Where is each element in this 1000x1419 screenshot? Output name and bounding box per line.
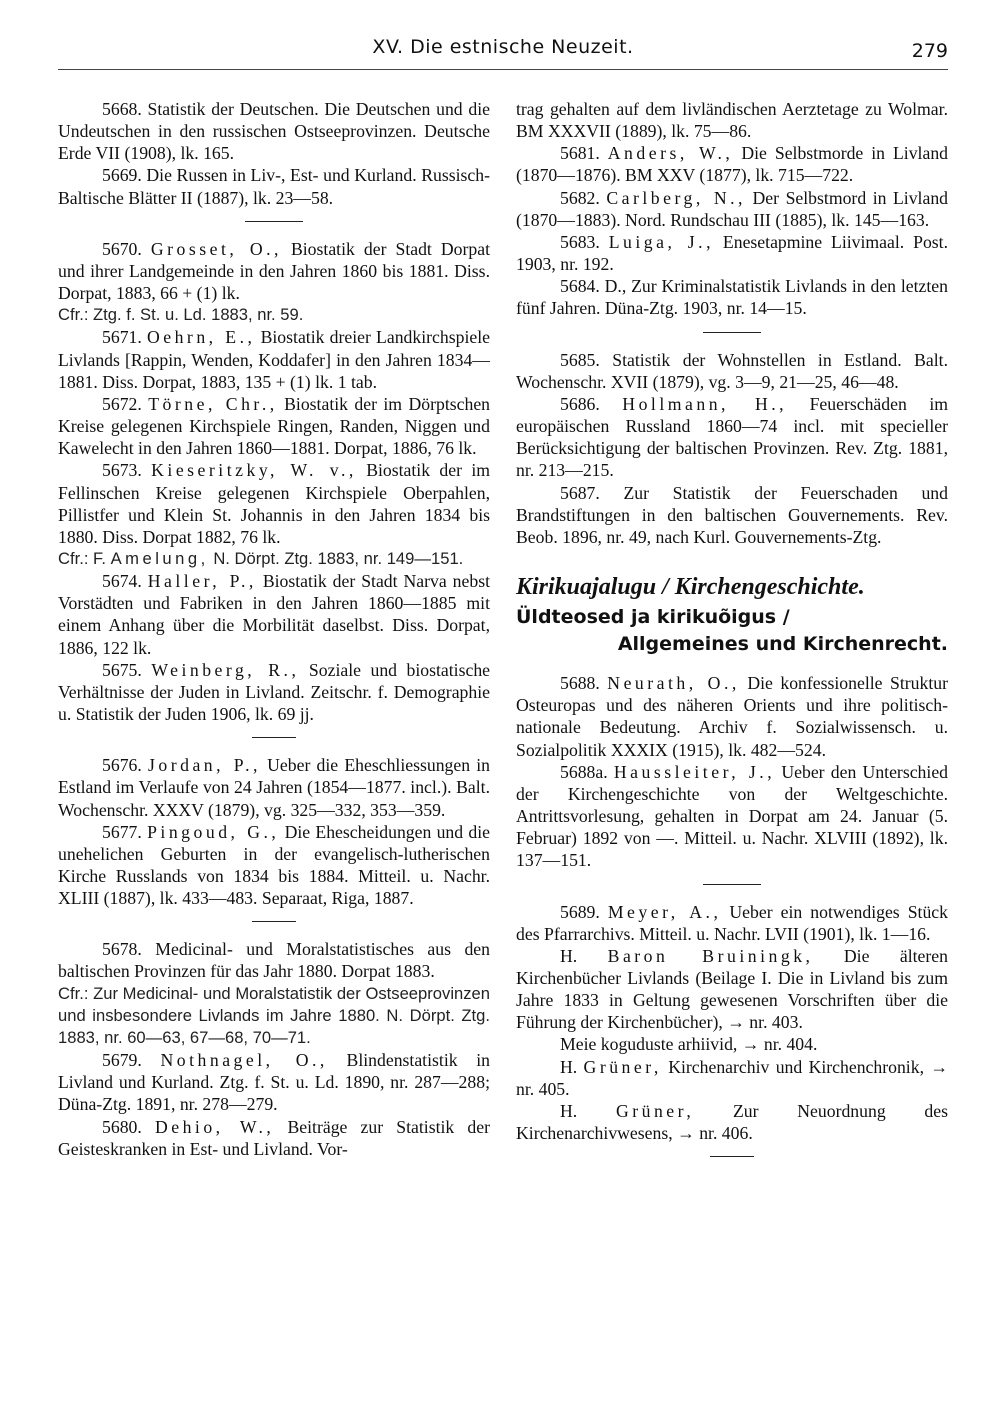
entry-5683: [516, 231, 948, 275]
separator-rule: [703, 884, 761, 885]
cfr-note: Cfr.: Ztg. f. St. u. Ld. 1883, nr. 59.: [58, 305, 304, 325]
author-name: Törne, Chr.,: [148, 393, 278, 414]
separator-rule: [252, 737, 296, 738]
entry-5681: [516, 142, 948, 186]
entry-5689-ref-gruner-1: H. Grüner, Kirchenarchiv und Kirchenchronik, → nr. 405.: [516, 1056, 949, 1099]
entry-5679: [58, 1049, 490, 1115]
entry-5689-ref-arhiivid: Meie koguduste arhiivid, → nr. 404.: [560, 1034, 818, 1055]
author-name: Haller, P.,: [147, 571, 257, 592]
entry-5674: [58, 570, 490, 659]
author-name: Grüner,: [615, 1100, 695, 1121]
entry-text: Blindenstatistik in Livland und Kurland. Ztg. f. St. u. Ld. 1890, nr. 287—288; Düna-Ztg. 1891, nr. 278—279.: [58, 1050, 490, 1115]
author-name: Oehrn, E.,: [146, 327, 256, 348]
entry-text: Kirchenarchiv und Kirchenchronik, → nr. 405.: [516, 1056, 949, 1099]
entry-number: 5670.: [102, 238, 142, 259]
entry-5689: [516, 901, 948, 945]
entry-number: 5671.: [102, 327, 142, 348]
entry-5682: [516, 187, 948, 231]
entry-5684: 5684. D., Zur Kriminalstatistik Livlands in den letzten fünf Jahren. Düna-Ztg. 1903, nr. 14—15.: [516, 276, 948, 319]
separator-rule: [252, 921, 296, 922]
entry-5675: [58, 659, 490, 725]
entry-5687: 5687. Zur Statistik der Feuerschaden und Brandstiftungen in den baltischen Gouvernements. Rev. Beob. 1896, nr. 49, nach Kurl. Gouvernements-Ztg.: [516, 482, 948, 547]
sub-heading-german: Allgemeines und Kirchenrecht.: [617, 633, 948, 656]
entry-text: Die konfessionelle Struktur Osteuropas und des näheren Orients und ihre politisch-nationale Bedeutung. Archiv f. Sozialwissensch. u. Sozialpolitik XXXIX (1915), lk. 482—524.: [516, 673, 948, 760]
author-name: Kieseritzky, W. v.,: [151, 460, 357, 481]
author-name: Anders, W.,: [607, 143, 734, 164]
separator-rule: [710, 1156, 754, 1157]
entry-5677: [58, 821, 490, 910]
entry-number: 5686.: [560, 393, 600, 414]
entry-number: 5677.: [102, 821, 142, 842]
page-number: 279: [911, 40, 948, 62]
author-name: Pingoud, G.,: [147, 821, 280, 842]
entry-5688a: [516, 761, 948, 872]
entry-5685: 5685. Statistik der Wohnstellen in Estland. Balt. Wochenschr. XVII (1879), vg. 3—9, 21—25, 46—48.: [516, 349, 948, 392]
entry-5678: 5678. Medicinal- und Moralstatistisches aus den baltischen Provinzen für das Jahr 1880. Dorpat 1883.: [58, 939, 490, 982]
entry-text: Ueber ein notwendiges Stück des Pfarrarchivs. Mitteil. u. Nachr. LVII (1901), lk. 1—16.: [516, 901, 949, 944]
separator-rule: [245, 221, 303, 222]
entry-number: 5679.: [102, 1050, 142, 1071]
author-name: Dehio, W.,: [154, 1116, 275, 1137]
entry-text: Biostatik der im Fellinschen Kreise gelegenen Kirchspiele Oberpahlen, Pillistfer und Klein St. Johannis in den Jahren 1834 bis 1880. Diss. Dorpat 1882, 76 lk.: [58, 460, 491, 547]
entry-number: 5682.: [560, 187, 600, 208]
author-name: Nothnagel, O.,: [160, 1050, 328, 1071]
author-name: Jordan, P.,: [147, 755, 261, 776]
author-name: Amelung,: [110, 548, 209, 568]
entry-text: Biostatik der Stadt Dorpat und ihrer Landgemeinde in den Jahren 1860 bis 1881. Diss. Dorpat, 1883, 66 + (1) lk.: [58, 238, 490, 304]
cfr-note: Cfr.: F. Amelung, N. Dörpt. Ztg. 1883, nr. 149—151.: [58, 548, 464, 568]
entry-text: Der Selbstmord in Livland (1870—1883). Nord. Rundschau III (1885), lk. 145—163.: [516, 187, 949, 230]
author-name: Carlberg, N.,: [606, 187, 746, 208]
entry-text: Die Ehescheidungen und die unehelichen Geburten in der evangelisch-lutherischen Kirche Russlands von 1834 bis 1884. Mitteil. u. Nachr. XLIII (1887), lk. 433—483. Separaat, Riga, 1887.: [58, 821, 490, 909]
entry-5689-ref-bruiningk: H. Baron Bruiningk, Die älteren Kirchenbücher Livlands (Beilage I. Die in Livland bis zum Jahre 1833 in Geltung gewesenen Vorschriften über die Führung der Kirchenbücher), → nr. 403.: [516, 945, 948, 1033]
entry-number: 5680.: [102, 1116, 142, 1137]
entry-number: 5674.: [102, 571, 142, 592]
author-name: Meyer, A.,: [607, 901, 722, 922]
entry-number: 5681.: [560, 143, 600, 164]
entry-number: 5673.: [102, 460, 142, 481]
entry-5670: [58, 238, 490, 304]
left-column: [58, 98, 490, 1160]
entry-text: Soziale und biostatische Verhältnisse der Juden in Livland. Zeitschr. f. Demographie u. Statistik der Juden 1906, lk. 69 jj.: [58, 659, 491, 725]
entry-5686: [516, 393, 948, 482]
header-rule: [58, 69, 948, 70]
author-name: Haussleiter, J.,: [613, 761, 776, 782]
entry-5671: [58, 326, 490, 392]
entry-5680: [58, 1116, 490, 1160]
entry-text: Biostatik der Stadt Narva nebst Vorstädten und Fabriken in den Jahren 1860—1885 mit einem Anhang über die Morbilität daselbst. Diss. Dorpat, 1886, 122 lk.: [58, 571, 491, 658]
entry-5668: 5668. Statistik der Deutschen. Die Deutschen und die Undeutschen in den russischen Ostseeprovinzen. Deutsche Erde VII (1908), lk. 165.: [58, 99, 490, 164]
entry-5689-ref-gruner-2: H. Grüner, Zur Neuordnung des Kirchenarchivwesens, → nr. 406.: [516, 1100, 948, 1144]
entry-number: 5676.: [102, 755, 142, 776]
author-name: Hollmann, H.,: [622, 393, 788, 414]
cfr-note: Cfr.: Zur Medicinal- und Moralstatistik der Ostseeprovinzen und insbesondere Livlands im Jahre 1880. N. Dörpt. Ztg. 1883, nr. 60—63, 67—68, 70—71.: [58, 983, 490, 1047]
entry-text: Feuerschäden im europäischen Russland 1860—74 incl. mit specieller Berücksichtigung der baltischen Provinzen. Rev. Ztg. 1881, nr. 213—215.: [516, 393, 948, 481]
separator-rule: [703, 332, 761, 333]
entry-5669: 5669. Die Russen in Liv-, Est- und Kurland. Russisch-Baltische Blätter II (1887), lk. 23—58.: [58, 165, 490, 208]
right-column: [516, 98, 948, 1173]
sub-heading-estonian: Üldteosed ja kirikuõigus /: [516, 606, 790, 629]
entry-text: Ueber den Unterschied der Kirchengeschichte von der Weltgeschichte. Antrittsvorlesung, gehalten in Dorpat am 24. Januar (5. Februar) 1892 von —. Mitteil. u. Nachr. XLVIII (1892), lk. 137—151.: [516, 761, 949, 871]
author-name: Weinberg, R.,: [151, 659, 300, 680]
entry-5673: [58, 459, 490, 548]
entry-5680-continued: trag gehalten auf dem livländischen Aerztetage zu Wolmar. BM XXXVII (1889), lk. 75—86.: [516, 99, 948, 142]
entry-5672: [58, 393, 490, 459]
entry-text: Die Selbstmorde in Livland (1870—1876). BM XXV (1877), lk. 715—722.: [516, 143, 949, 186]
entry-number: 5688a.: [560, 761, 608, 782]
author-name: Grüner,: [583, 1056, 662, 1077]
page-header: [58, 36, 948, 76]
entry-text: Biostatik der im Dörptschen Kreise gelegenen Kirchspiele Ringen, Randen, Niggen und Kawelecht in den Jahren 1860—1881. Dorpat, 1886, 76 lk.: [58, 393, 491, 459]
author-name: Luiga, J.,: [608, 231, 715, 252]
author-name: Grosset, O.,: [150, 238, 282, 259]
entry-text: Ueber die Eheschliessungen in Estland im Verlaufe von 24 Jahren (1854—1877. incl.). Balt. Wochenschr. XXXV (1879), vg. 325—332, 353—359.: [58, 755, 491, 820]
entry-5688: [516, 672, 948, 761]
running-title: XV. Die estnische Neuzeit.: [372, 36, 634, 58]
author-name: Neurath, O.,: [607, 673, 740, 694]
entry-number: 5672.: [102, 393, 142, 414]
entry-number: 5683.: [560, 231, 600, 252]
author-name: Baron Bruiningk,: [607, 945, 814, 966]
entry-number: 5675.: [102, 659, 142, 680]
entry-text: Die älteren Kirchenbücher Livlands (Beilage I. Die in Livland bis zum Jahre 1833 in Geltung gewesenen Vorschriften über die Führung der Kirchenbücher), → nr. 403.: [516, 945, 948, 1033]
entry-number: 5689.: [560, 901, 600, 922]
entry-number: 5688.: [560, 673, 600, 694]
entry-text: Zur Neuordnung des Kirchenarchivwesens, → nr. 406.: [516, 1100, 948, 1144]
entry-5676: [58, 754, 490, 820]
entry-text: Enesetapmine Liivimaal. Post. 1903, nr. 192.: [516, 231, 949, 275]
section-title: Kirikuajalugu / Kirchengeschichte.: [516, 573, 865, 600]
entry-text: Beiträge zur Statistik der Geisteskranken in Est- und Livland. Vor-: [58, 1116, 491, 1159]
entry-text: Biostatik dreier Landkirchspiele Livlands [Rappin, Wenden, Koddafer] in den Jahren 1834—1881. Diss. Dorpat, 1883, 135 + (1) lk. 1 tab.: [58, 327, 490, 392]
